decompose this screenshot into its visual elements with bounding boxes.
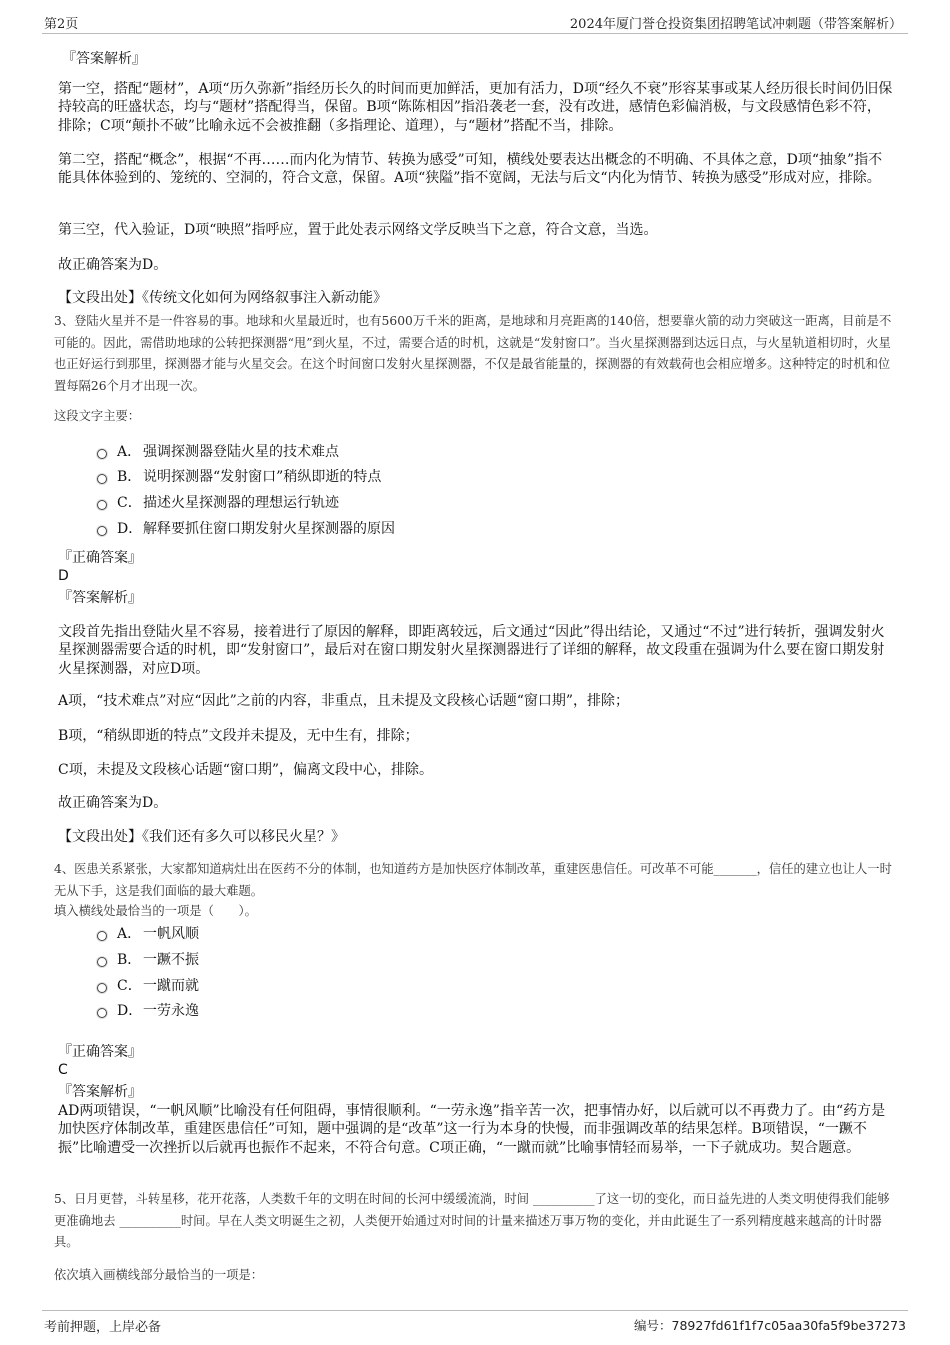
radio-icon[interactable] [97, 983, 107, 993]
q4-prompt: 填入横线处最恰当的一项是（ ）。 [54, 904, 257, 918]
radio-icon[interactable] [97, 449, 107, 459]
q3-analysis: 文段首先指出登陆火星不容易，接着进行了原因的解释，即距离较远，后文通过“因此”得出结论，又通过“不过”进行转折，强调发射火星探测器需要合适的时机，即“发射窗口”，最后对在窗口期发射火星探测器进行了详细的解释，故文段重在强调为什么要在窗口期发射火星探测器，对应D项。 [58, 624, 885, 677]
q2-conclusion: 故正确答案为D。 [58, 257, 168, 273]
option-text: 强调探测器登陆火星的技术难点 [143, 444, 339, 460]
q4-stem: 4、医患关系紧张，大家都知道病灶出在医药不分的体制，也知道药方是加快医疗体制改革，重建医患信任。可改革不可能_______，信任的建立也让人一时无从下手，这是我们面临的最大难题。 [54, 862, 892, 898]
radio-icon[interactable] [97, 1008, 107, 1018]
q4-option-b[interactable] [97, 950, 199, 970]
q4-answer-label: 『正确答案』 [58, 1044, 142, 1060]
q4-option-c[interactable] [97, 976, 199, 996]
q3-option-d[interactable] [97, 519, 395, 539]
q3-option-a[interactable] [97, 442, 339, 462]
q3-option-c[interactable] [97, 493, 339, 513]
q2-analysis-para3: 第三空，代入验证，D项“映照”指呼应，置于此处表示网络文学反映当下之意，符合文意，当选。 [58, 222, 658, 238]
option-letter: D． [117, 521, 143, 537]
q3-answer-label: 『正确答案』 [58, 550, 142, 566]
q3-note-c: C项，未提及文段核心话题“窗口期”，偏离文段中心，排除。 [58, 762, 434, 778]
option-letter: A． [117, 444, 142, 460]
q2-analysis-label: 『答案解析』 [62, 51, 146, 67]
q5-stem: 5、日月更替，斗转星移，花开花落，人类数千年的文明在时间的长河中缓缓流淌，时间 __________了这一切的变化，而日益先进的人类文明使得我们能够更准确地去 __________时间。早在人类文明诞生之初，人类便开始通过对时间的计量来描述万事万物的变化，并由此诞生了一系列精度越来越高的计时器具。 [54, 1192, 890, 1249]
q3-note-b: B项，“稍纵即逝的特点”文段并未提及，无中生有，排除； [58, 728, 419, 744]
option-text: 一帆风顺 [143, 926, 199, 942]
option-letter: B． [117, 469, 142, 485]
q4-analysis: AD两项错误，“一帆风顺”比喻没有任何阻碍，事情很顺利。“一劳永逸”指辛苦一次，把事情办好，以后就可以不再费力了。由“药方是加快医疗体制改革，重建医患信任”可知，题中强调的是“改革”这一行为本身的快慢，而非强调改革的结果怎样。B项错误，“一蹶不振”比喻遭受一次挫折以后就再也振作不起来，不符合句意。C项正确，“一蹴而就”比喻事情轻而易举，一下子就成功。契合题意。 [58, 1103, 886, 1156]
option-letter: A． [117, 926, 142, 942]
q4-analysis-label: 『答案解析』 [58, 1084, 142, 1100]
radio-icon[interactable] [97, 931, 107, 941]
radio-icon[interactable] [97, 526, 107, 536]
page-header [42, 13, 908, 34]
page-footer [42, 1310, 908, 1337]
q5-prompt: 依次填入画横线部分最恰当的一项是： [54, 1268, 264, 1282]
q2-analysis-para1: 第一空，搭配“题材”，A项“历久弥新”指经历长久的时间而更加鲜活，更加有活力，D项“经久不衰”形容某事或某人经历很长时间仍旧保持较高的旺盛状态，均与“题材”搭配得当，保留。B项“陈陈相因”指沿袭老一套，没有改进，感情色彩偏消极，与文段感情色彩不符，排除；C项“颠扑不破”比喻永远不会被推翻（多指理论、道理），与“题材”搭配不当，排除。 [58, 81, 893, 134]
q2-source: 【文段出处】《传统文化如何为网络叙事注入新动能》 [58, 290, 387, 306]
q4-answer: C [58, 1062, 68, 1078]
option-text: 解释要抓住窗口期发射火星探测器的原因 [143, 521, 395, 537]
page-number: 第2页 [44, 17, 79, 32]
radio-icon[interactable] [97, 474, 107, 484]
q3-option-b[interactable] [97, 467, 381, 487]
document-title: 2024年厦门誉仓投资集团招聘笔试冲刺题（带答案解析） [569, 17, 902, 32]
option-text: 一蹴而就 [143, 978, 199, 994]
q3-stem: 3、登陆火星并不是一件容易的事。地球和火星最近时，也有5600万千米的距离，是地球和月亮距离的140倍，想要靠火箭的动力突破这一距离，目前是不可能的。因此，需借助地球的公转把探测器“甩”到火星，不过，需要合适的时机，这就是“发射窗口”。当火星探测器到达远日点，与火星轨道相切时，火星也正好运行到那里，探测器才能与火星交会。在这个时间窗口发射火星探测器，不仅是最省能量的，探测器的有效载荷也会相应增多。这种特定的时机和位置每隔26个月才出现一次。 [54, 314, 892, 393]
document-code: 编号：78927fd61f1f7c05aa30fa5f9be37273 [634, 1318, 906, 1333]
q3-prompt: 这段文字主要： [54, 409, 141, 423]
option-letter: C． [117, 495, 142, 511]
q3-note-a: A项，“技术难点”对应“因此”之前的内容，非重点，且未提及文段核心话题“窗口期”，排除； [58, 693, 630, 709]
option-letter: C． [117, 978, 142, 994]
q3-source: 【文段出处】《我们还有多久可以移民火星？》 [58, 829, 345, 845]
option-letter: D． [117, 1003, 143, 1019]
q3-analysis-label: 『答案解析』 [58, 590, 142, 606]
q4-option-d[interactable] [97, 1001, 199, 1021]
option-text: 描述火星探测器的理想运行轨迹 [143, 495, 339, 511]
option-text: 一蹶不振 [143, 952, 199, 968]
q2-analysis-para2: 第二空，搭配“概念”，根据“不再……而内化为情节、转换为感受”可知，横线处要表达出概念的不明确、不具体之意，D项“抽象”指不能具体体验到的、笼统的、空洞的，符合文意，保留。A项“狭隘”指不宽阔，无法与后文“内化为情节、转换为感受”形成对应，排除。 [58, 152, 883, 187]
option-text: 说明探测器“发射窗口”稍纵即逝的特点 [143, 469, 382, 485]
q4-option-a[interactable] [97, 924, 199, 944]
footer-slogan: 考前押题，上岸必备 [44, 1320, 162, 1335]
option-text: 一劳永逸 [143, 1003, 199, 1019]
q3-answer: D [58, 568, 69, 584]
option-letter: B． [117, 952, 142, 968]
radio-icon[interactable] [97, 957, 107, 967]
radio-icon[interactable] [97, 500, 107, 510]
q3-conclusion: 故正确答案为D。 [58, 795, 168, 811]
